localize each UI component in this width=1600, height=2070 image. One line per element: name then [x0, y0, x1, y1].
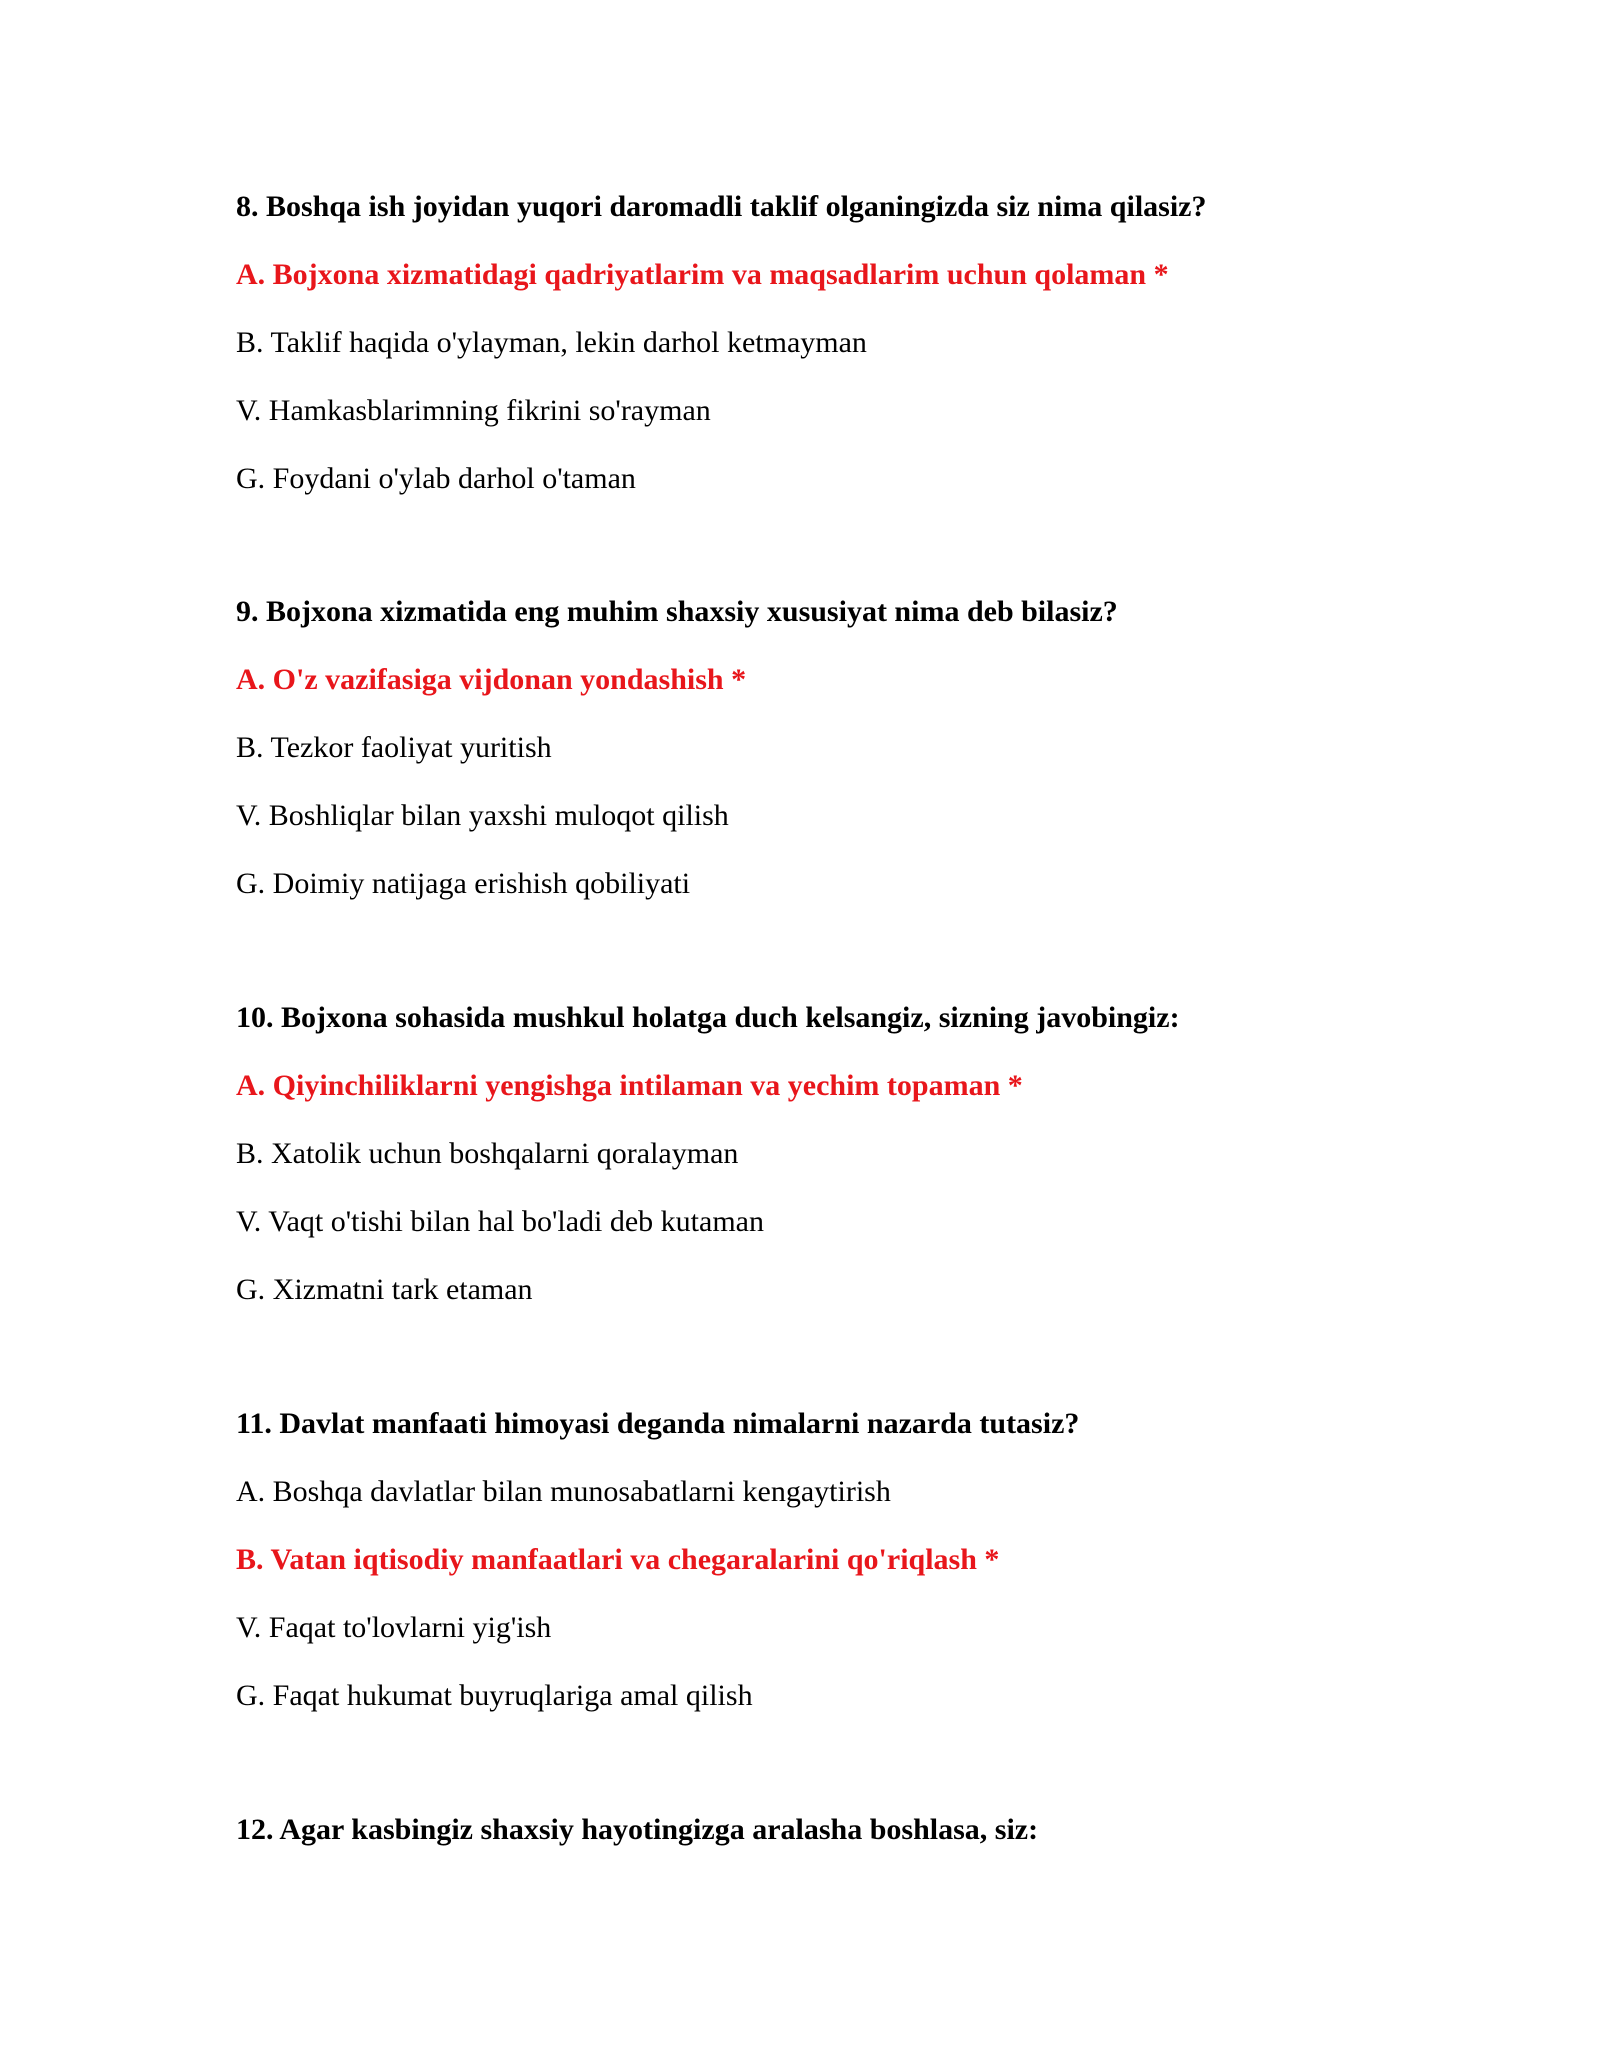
answer-option: G. Faqat hukumat buyruqlariga amal qilish: [236, 1679, 753, 1712]
answer-option: B. Xatolik uchun boshqalarni qoralayman: [236, 1137, 739, 1170]
correct-answer-option: A. O'z vazifasiga vijdonan yondashish *: [236, 663, 747, 696]
question-text: 12. Agar kasbingiz shaxsiy hayotingizga aralasha boshlasa, siz:: [236, 1813, 1039, 1846]
question-9: [236, 578, 1436, 918]
answer-option: G. Xizmatni tark etaman: [236, 1273, 533, 1306]
question-11: [236, 1390, 1436, 1730]
question-12: [236, 1796, 1436, 1864]
question-8: [236, 173, 1436, 513]
answer-option: V. Faqat to'lovlarni yig'ish: [236, 1611, 552, 1644]
answer-option: G. Foydani o'ylab darhol o'taman: [236, 462, 636, 495]
answer-option: G. Doimiy natijaga erishish qobiliyati: [236, 867, 691, 900]
correct-answer-option: B. Vatan iqtisodiy manfaatlari va chegaralarini qo'riqlash *: [236, 1543, 1000, 1576]
answer-option: V. Hamkasblarimning fikrini so'rayman: [236, 394, 711, 427]
answer-option: A. Boshqa davlatlar bilan munosabatlarni kengaytirish: [236, 1475, 891, 1508]
correct-answer-option: A. Bojxona xizmatidagi qadriyatlarim va maqsadlarim uchun qolaman *: [236, 258, 1169, 291]
question-text: 9. Bojxona xizmatida eng muhim shaxsiy xususiyat nima deb bilasiz?: [236, 595, 1118, 628]
question-10: [236, 984, 1436, 1324]
question-text: 11. Davlat manfaati himoyasi deganda nimalarni nazarda tutasiz?: [236, 1407, 1080, 1440]
answer-option: B. Taklif haqida o'ylayman, lekin darhol ketmayman: [236, 326, 867, 359]
question-text: 8. Boshqa ish joyidan yuqori daromadli taklif olganingizda siz nima qilasiz?: [236, 190, 1207, 223]
answer-option: V. Boshliqlar bilan yaxshi muloqot qilish: [236, 799, 729, 832]
answer-option: B. Tezkor faoliyat yuritish: [236, 731, 552, 764]
answer-option: V. Vaqt o'tishi bilan hal bo'ladi deb kutaman: [236, 1205, 764, 1238]
correct-answer-option: A. Qiyinchiliklarni yengishga intilaman va yechim topaman *: [236, 1069, 1023, 1102]
question-text: 10. Bojxona sohasida mushkul holatga duch kelsangiz, sizning javobingiz:: [236, 1001, 1180, 1034]
